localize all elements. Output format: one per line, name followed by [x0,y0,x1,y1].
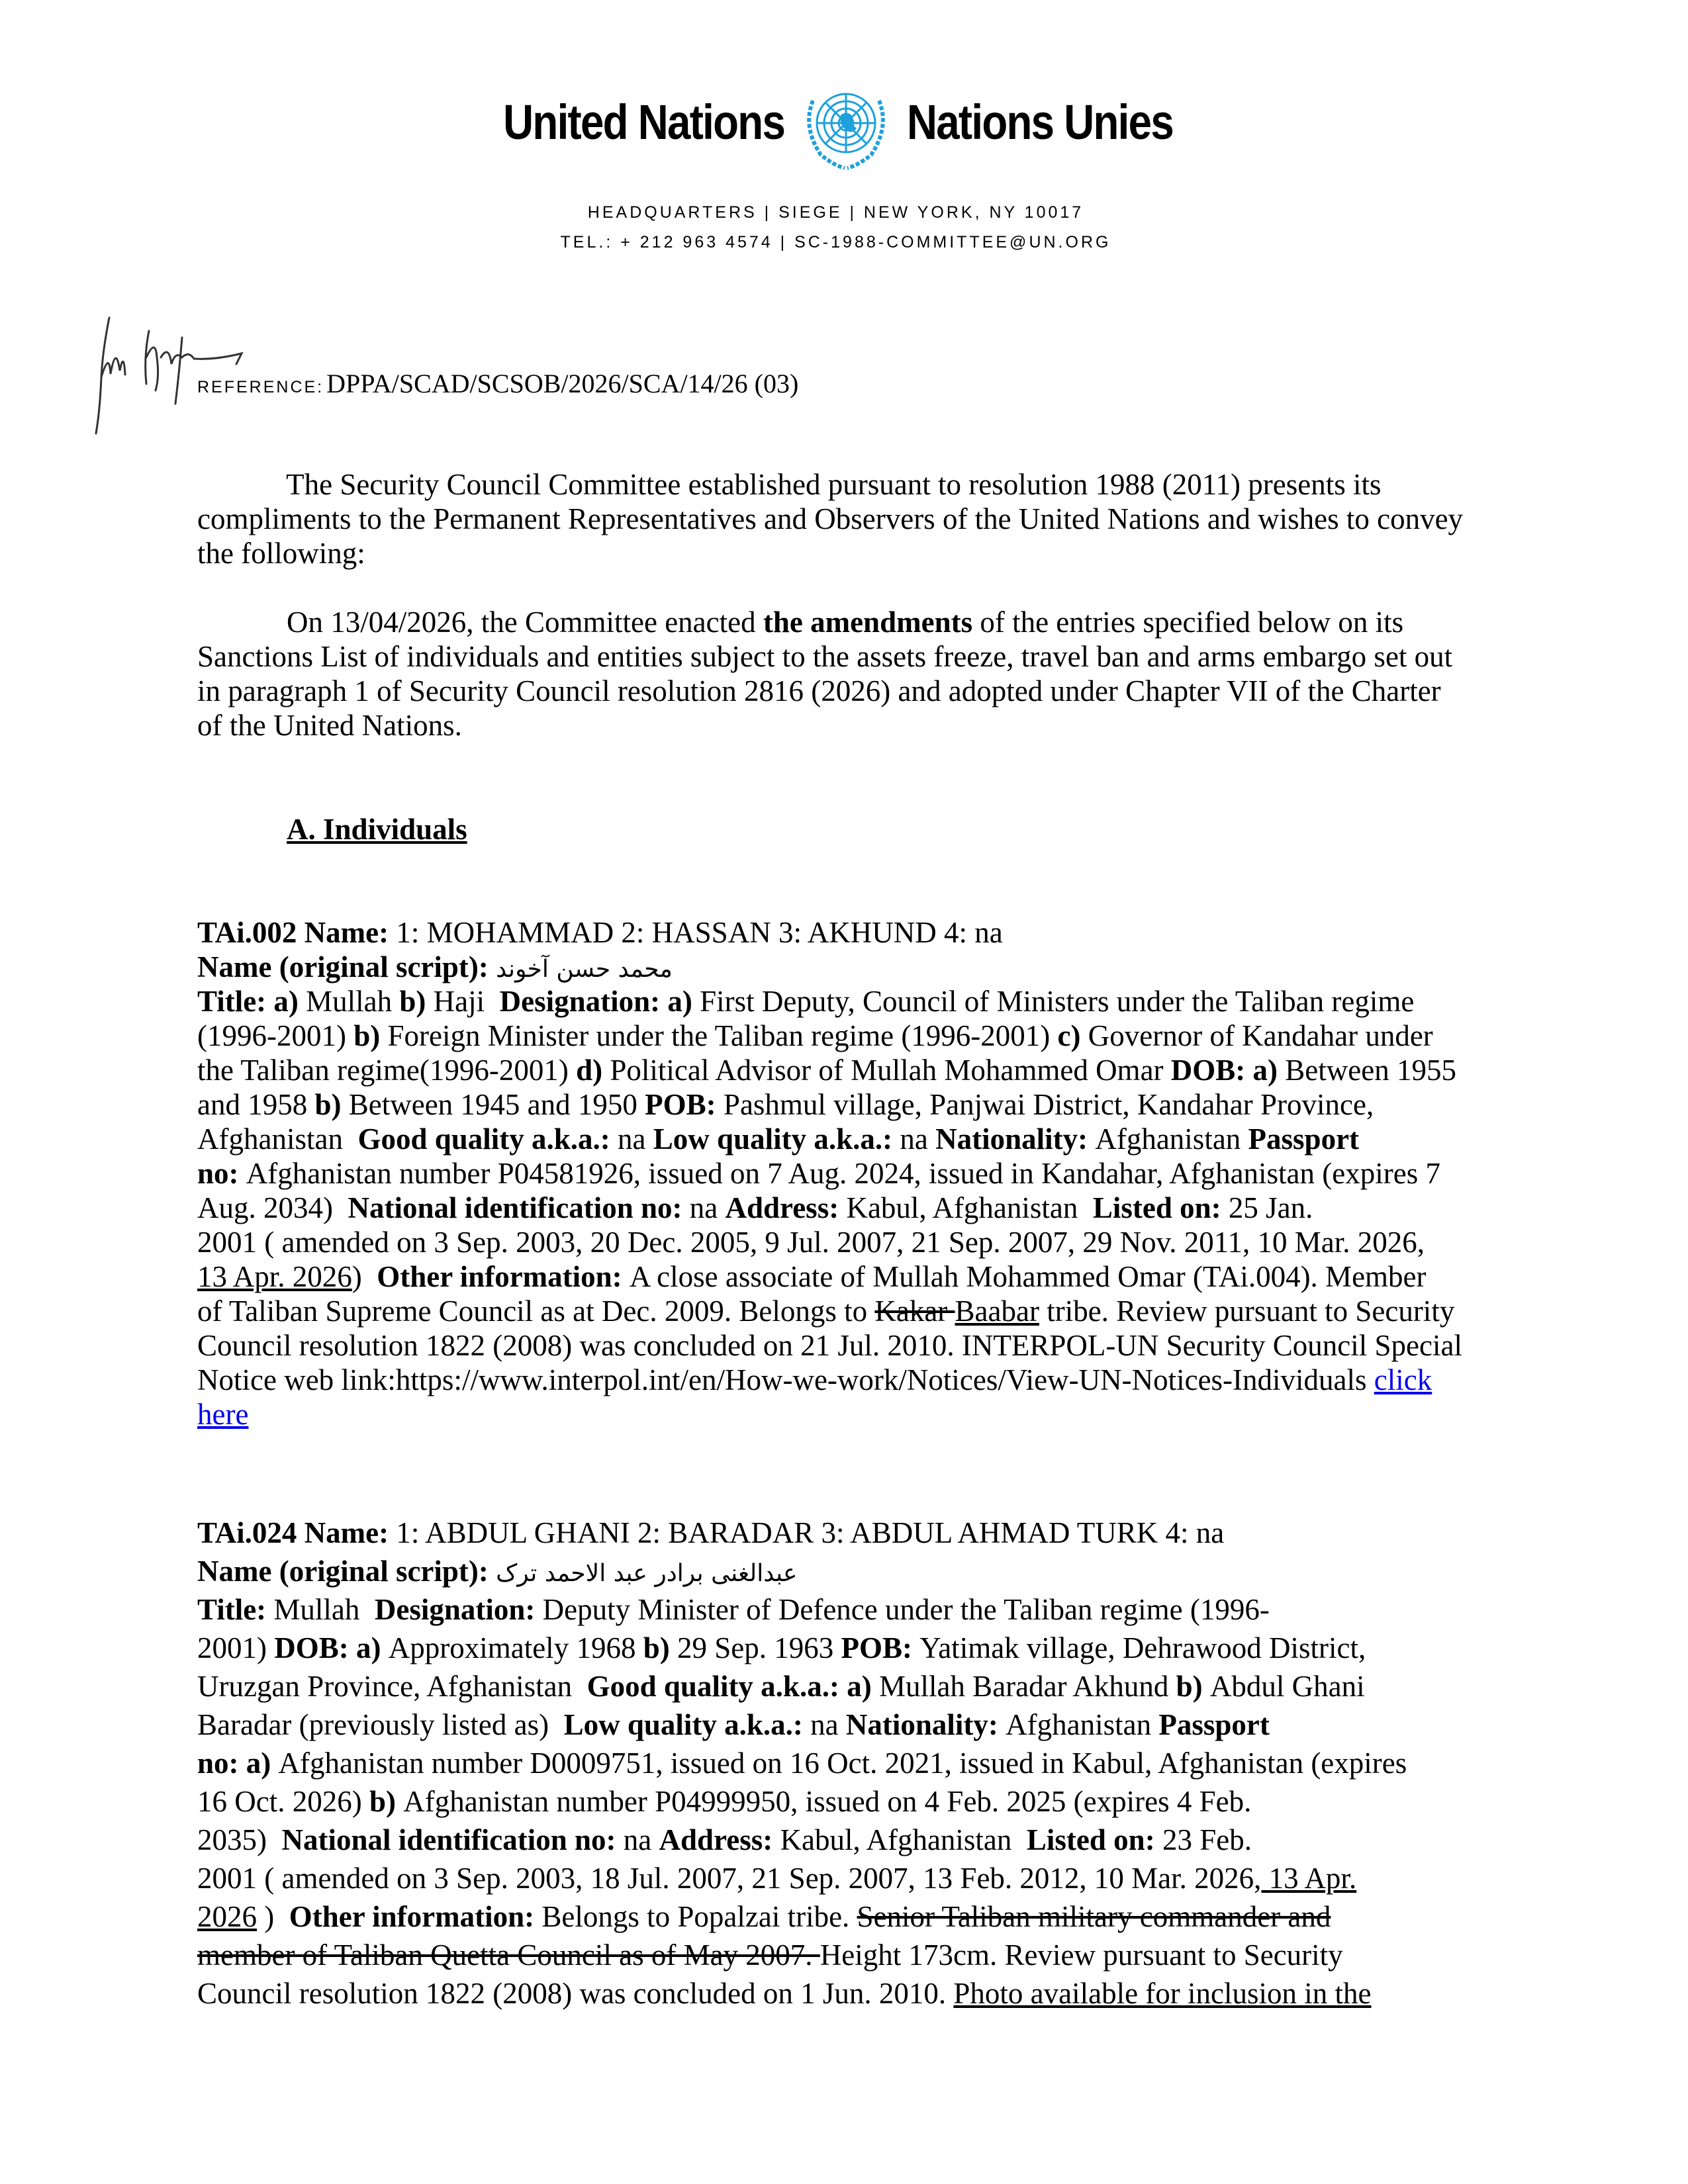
text-line [197,1667,1407,1706]
text-line [197,1552,1407,1590]
text-run: 1: MOHAMMAD 2: HASSAN 3: AKHUND 4: na [396,916,1003,949]
text-line [197,1859,1407,1897]
reference-line [197,368,798,399]
text-run: na [900,1122,936,1156]
entry-tai-002 [197,915,1462,1432]
text-line [197,1782,1407,1821]
text-run: Haji [433,985,500,1018]
text-run: the Taliban regime(1996-2001) [197,1054,577,1087]
field-label: b) [1176,1670,1210,1703]
text-run: Deputy Minister of Defence under the Taliban regime (1996- [542,1593,1270,1626]
field-label: Name (original script): [197,950,496,983]
field-label: Designation: [374,1593,543,1626]
text-line [197,1936,1407,1974]
text-line [197,1514,1407,1552]
text-run: Baradar (previously listed as) [197,1708,564,1741]
text-line [197,1328,1462,1363]
text-run: compliments to the Permanent Representatives and Observers of the United Nations and wishes to convey [197,502,1464,535]
text-line [197,915,1462,950]
text-run: tribe. Review pursuant to Security [1039,1295,1455,1328]
entry-tai-024 [197,1514,1407,2013]
text-line [197,536,1463,570]
reference-label: REFERENCE: [197,378,324,396]
click-here-link[interactable]: click [1374,1363,1432,1396]
text-run: of the United Nations. [197,709,462,742]
text-line [197,1087,1462,1122]
section-heading [197,812,467,846]
field-label: Address: [725,1191,847,1224]
field-label: the amendments [763,606,973,639]
field-label: Low quality a.k.a.: [563,1708,811,1741]
contact-line: TEL.: + 212 963 4574 | SC-1988-COMMITTEE@UN.ORG [560,233,1111,251]
text-line [197,1744,1407,1782]
text-run: Afghanistan [197,1122,358,1156]
intro-paragraph [197,467,1463,570]
field-label: Passport [1248,1122,1360,1156]
text-run: Abdul Ghani [1209,1670,1365,1703]
text-line [197,1053,1462,1087]
text-run: Afghanistan number P04581926, issued on 7 Aug. 2024, issued in Kandahar, Afghanistan (expires 7 [246,1157,1440,1190]
text-run: Kakar [874,1295,955,1328]
text-run: 2001 ( amended on 3 Sep. 2003, 20 Dec. 2005, 9 Jul. 2007, 21 Sep. 2007, 29 Nov. 2011, 10 Mar. 2026 [197,1226,1417,1259]
text-line [197,1590,1407,1629]
field-label: d) [576,1054,610,1087]
field-label: DOB: a) [274,1631,389,1664]
field-label: b) [643,1631,677,1664]
text-run: Belongs to Popalzai tribe. [541,1900,857,1933]
text-run: Pashmul village, Panjwai District, Kandahar Province, [723,1088,1374,1121]
text-line [197,1397,1462,1432]
text-run: Afghanistan [1095,1122,1248,1156]
org-name-english: United Nations [503,95,784,150]
field-label: TAi.024 Name: [197,1516,397,1549]
text-run: Political Advisor of Mullah Mohammed Omar [610,1054,1171,1087]
text-run: of the entries specified below on its [972,606,1404,639]
field-label: Name (original script): [197,1555,496,1588]
text-run: Between 1945 and 1950 [348,1088,645,1121]
field-label: Address: [659,1823,780,1856]
text-run: na [623,1823,659,1856]
text-run: 1: ABDUL GHANI 2: BARADAR 3: ABDUL AHMAD TURK 4: na [396,1516,1225,1549]
text-run: On 13/04/2026, the Committee enacted [197,606,763,639]
text-run: of Taliban Supreme Council as at Dec. 2009. Belongs to [197,1295,875,1328]
un-emblem-icon [794,81,898,171]
field-label: no: [197,1157,246,1190]
arabic-name: عبدالغنی برادر عبد الاحمد ترک [496,1560,798,1587]
text-run: , [1417,1226,1425,1259]
text-run: The Security Council Committee established pursuant to resolution 1988 (2011) presents its [197,468,1382,501]
field-label: Nationality: [935,1122,1096,1156]
text-run: 13 Apr. 2026 [197,1260,352,1293]
text-run: ) [257,1900,289,1933]
org-name-french: Nations Unies [907,95,1173,150]
text-run: na [689,1191,726,1224]
text-run: member of Taliban Quetta Council as of May 2007. [197,1938,820,1972]
text-line [197,605,1452,639]
text-run: Afghanistan [1006,1708,1159,1741]
text-run: Notice web link:https://www.interpol.int/en/How-we-work/Notices/View-UN-Notices-Individuals [197,1363,1374,1396]
address-line: HEADQUARTERS | SIEGE | NEW YORK, NY 10017 [587,203,1084,222]
text-line [197,1629,1407,1667]
field-label: Low quality a.k.a.: [653,1122,900,1156]
field-label: Listed on: [1026,1823,1162,1856]
text-run: A close associate of Mullah Mohammed Omar (TAi.004). Member [629,1260,1427,1293]
field-label: b) [369,1785,404,1818]
text-run: Council resolution 1822 (2008) was concluded on 21 Jul. 2010. INTERPOL-UN Security Council Special [197,1329,1462,1362]
field-label: Nationality: [845,1708,1006,1741]
text-run: Afghanistan number P04999950, issued on 4 Feb. 2025 (expires 4 Feb. [403,1785,1252,1818]
field-label: POB: [841,1631,920,1664]
text-run: First Deputy, Council of Ministers under the Taliban regime [700,985,1415,1018]
field-label: National identification no: [281,1823,624,1856]
arabic-name: محمد حسن آخوند [496,956,673,983]
text-run: Mullah [306,985,400,1018]
text-run: Foreign Minister under the Taliban regime (1996-2001) [387,1019,1058,1052]
text-run: 29 Sep. 1963 [677,1631,841,1664]
field-label: POB: [645,1088,724,1121]
text-run: Afghanistan number D0009751, issued on 16 Oct. 2021, issued in Kabul, Afghanistan (expires [278,1747,1407,1780]
field-label: b) [353,1019,388,1052]
text-run: Between 1955 [1285,1054,1456,1087]
text-line [197,1156,1462,1191]
text-line [197,1974,1407,2013]
text-run: (1996-2001) [197,1019,354,1052]
field-label: TAi.002 Name: [197,916,397,949]
text-run: ) [352,1260,377,1293]
field-label: National identification no: [348,1191,690,1224]
text-run: Aug. 2034) [197,1191,348,1224]
text-run: Governor of Kandahar under [1088,1019,1433,1052]
text-line [197,467,1463,502]
text-run: Height 173cm. Review pursuant to Security [820,1938,1343,1972]
text-run: 23 Feb. [1162,1823,1252,1856]
field-label: Good quality a.k.a.: a) [586,1670,879,1703]
text-line [197,1897,1407,1936]
text-line [197,1363,1462,1397]
text-run: Baabar [955,1295,1039,1328]
text-run: na [618,1122,653,1156]
text-line [197,1706,1407,1744]
text-run: Uruzgan Province, Afghanistan [197,1670,587,1703]
text-line [197,502,1463,536]
text-run: Approximately 1968 [388,1631,643,1664]
text-line [197,812,467,846]
text-run: 2035) [197,1823,282,1856]
text-line [197,950,1462,984]
text-run: Sanctions List of individuals and entities subject to the assets freeze, travel ban and arms embargo set out [197,640,1453,673]
text-line [197,1259,1462,1294]
field-label: A. Individuals [287,813,467,846]
text-run: Kabul, Afghanistan [846,1191,1093,1224]
text-line [197,1225,1462,1259]
field-label: Title: [197,1593,274,1626]
text-line [197,639,1452,674]
text-line [197,1191,1462,1225]
text-line [197,1019,1462,1053]
text-run [197,813,287,846]
text-run: Senior Taliban military commander and [857,1900,1331,1933]
text-run: the following: [197,537,365,570]
enactment-paragraph [197,605,1452,743]
text-line [197,984,1462,1019]
text-run: Mullah Baradar Akhund [878,1670,1176,1703]
click-here-link[interactable]: here [197,1398,249,1431]
text-run: Council resolution 1822 (2008) was concluded on 1 Jun. 2010. [197,1977,954,2010]
text-run: 2026 [197,1900,257,1933]
text-line [197,1294,1462,1328]
text-run: 2001) [197,1631,275,1664]
text-run: 2001 ( amended on 3 Sep. 2003, 18 Jul. 2007, 21 Sep. 2007, 13 Feb. 2012, 10 Mar. 2026 [197,1862,1254,1895]
text-run: 16 Oct. 2026) [197,1785,369,1818]
field-label: Designation: a) [499,985,700,1018]
text-run: Kabul, Afghanistan [780,1823,1027,1856]
text-line [197,708,1452,743]
field-label: b) [314,1088,349,1121]
text-run: Photo available for inclusion in the [953,1977,1372,2010]
field-label: c) [1057,1019,1088,1052]
field-label: Other information: [377,1260,630,1293]
text-run: and 1958 [197,1088,315,1121]
text-run: na [810,1708,846,1741]
reference-number: DPPA/SCAD/SCSOB/2026/SCA/14/26 (03) [326,369,799,398]
field-label: Listed on: [1092,1191,1229,1224]
text-line [197,674,1452,708]
field-label: Passport [1158,1708,1270,1741]
text-run: 25 Jan. [1228,1191,1313,1224]
text-run: in paragraph 1 of Security Council resolution 2816 (2026) and adopted under Chapter VII of the Charter [197,674,1441,707]
text-run: , 13 Apr. [1254,1862,1357,1895]
field-label: no: a) [197,1747,279,1780]
field-label: Title: a) [197,985,306,1018]
field-label: DOB: a) [1170,1054,1286,1087]
field-label: Other information: [289,1900,542,1933]
text-line [197,1821,1407,1859]
field-label: Good quality a.k.a.: [357,1122,618,1156]
text-run: Yatimak village, Dehrawood District, [919,1631,1366,1664]
text-line [197,1122,1462,1156]
field-label: b) [399,985,434,1018]
text-run: Mullah [273,1593,375,1626]
